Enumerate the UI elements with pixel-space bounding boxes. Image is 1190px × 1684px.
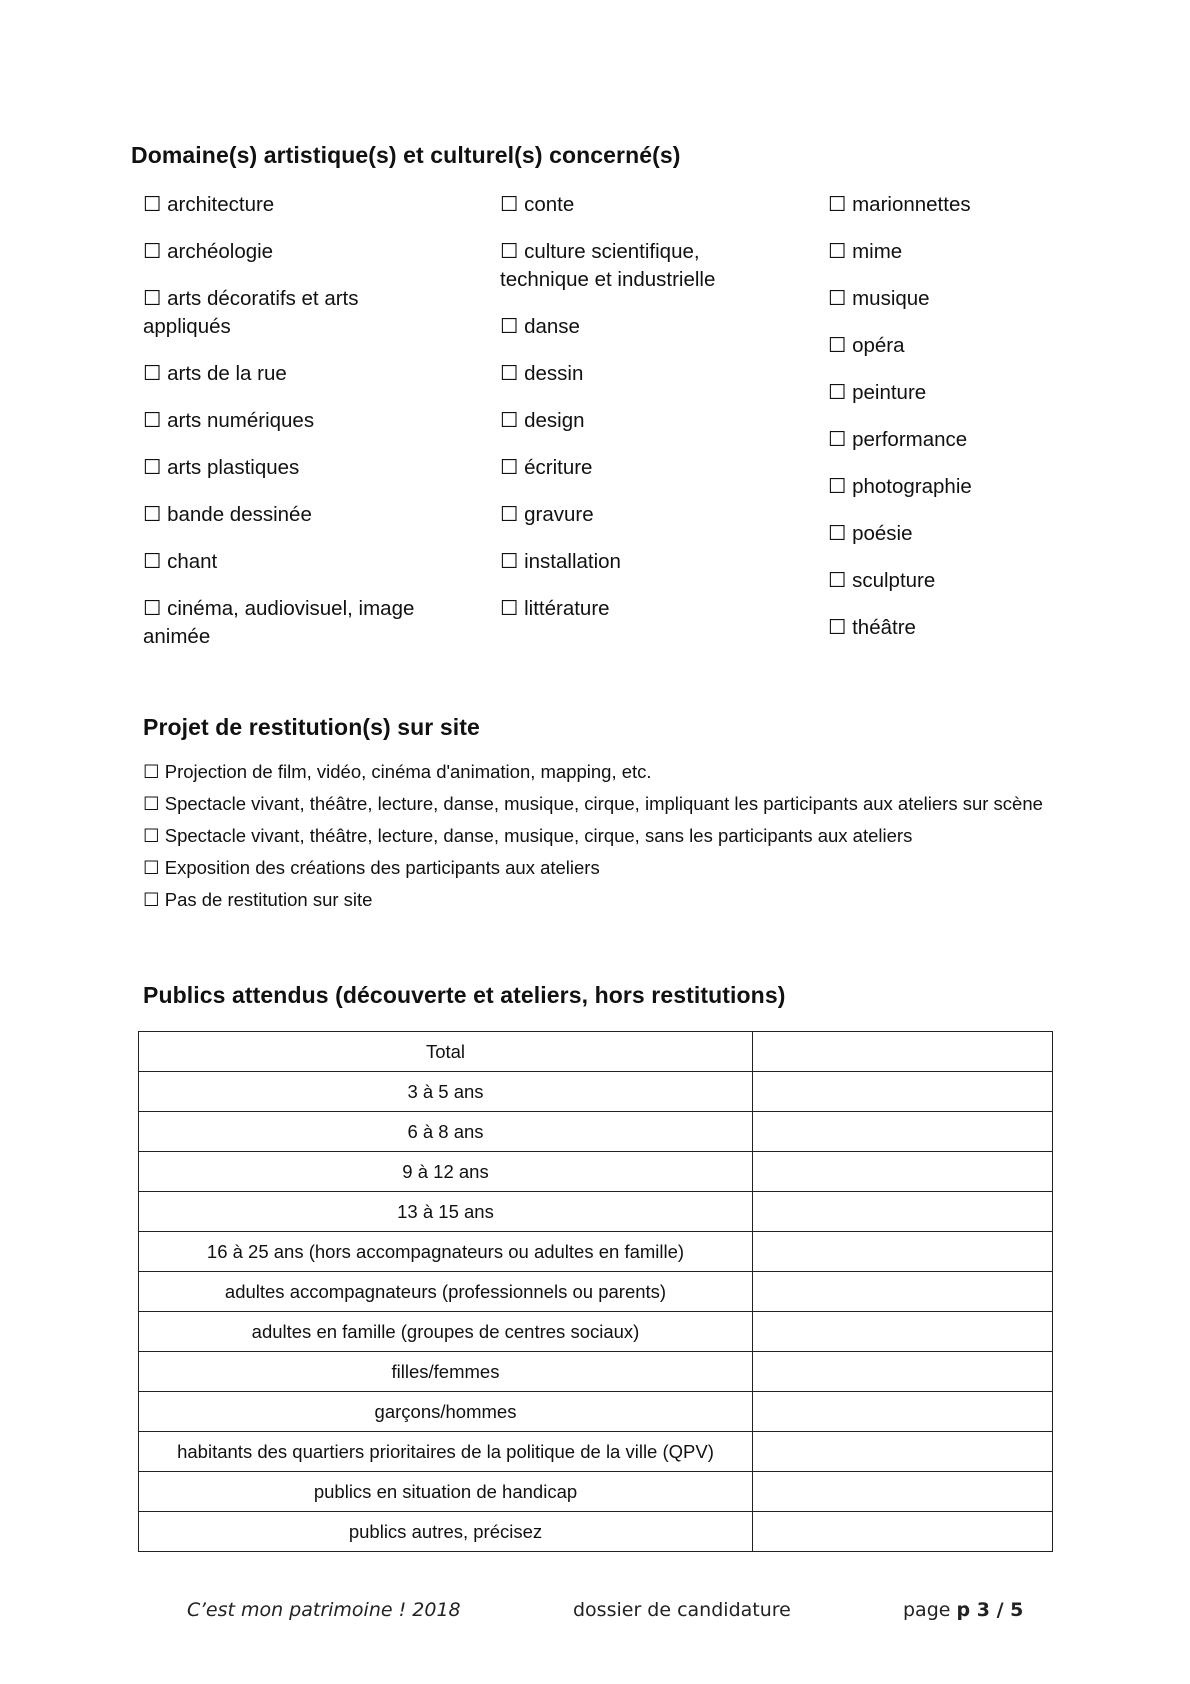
checkbox[interactable]: ☐ — [143, 362, 162, 385]
checkbox[interactable]: ☐ — [828, 334, 847, 357]
public-count-field[interactable] — [753, 1112, 1053, 1152]
domain-option[interactable] — [143, 360, 443, 388]
public-count-field[interactable] — [753, 1152, 1053, 1192]
domain-option-label: arts décoratifs et arts appliqués — [143, 287, 359, 338]
domain-option[interactable] — [500, 313, 780, 341]
domain-option-label: archéologie — [167, 240, 274, 263]
domain-option-label: chant — [167, 550, 218, 573]
checkbox[interactable]: ☐ — [500, 193, 519, 216]
domain-column-2 — [500, 191, 780, 642]
domain-option-label: sculpture — [852, 569, 936, 592]
table-row — [139, 1072, 1053, 1112]
domain-option-label: cinéma, audiovisuel, image animée — [143, 597, 415, 648]
public-category-label: 6 à 8 ans — [139, 1112, 753, 1152]
public-category-label: 16 à 25 ans (hors accompagnateurs ou adultes en famille) — [139, 1232, 753, 1272]
domain-option[interactable] — [500, 238, 780, 294]
domain-option[interactable] — [828, 379, 1128, 407]
public-category-label: Total — [139, 1032, 753, 1072]
public-category-label: publics en situation de handicap — [139, 1472, 753, 1512]
checkbox[interactable]: ☐ — [828, 287, 847, 310]
domain-option-label: opéra — [852, 334, 905, 357]
checkbox[interactable]: ☐ — [143, 761, 160, 782]
domain-option-label: musique — [852, 287, 930, 310]
restitution-option[interactable] — [143, 791, 1063, 816]
restitution-list — [143, 759, 1063, 919]
domain-option[interactable] — [828, 285, 1128, 313]
checkbox[interactable]: ☐ — [828, 522, 847, 545]
checkbox[interactable]: ☐ — [500, 597, 519, 620]
table-row — [139, 1472, 1053, 1512]
checkbox[interactable]: ☐ — [828, 569, 847, 592]
table-row — [139, 1392, 1053, 1432]
footer-page-value: p 3 / 5 — [956, 1599, 1024, 1621]
public-category-label: 13 à 15 ans — [139, 1192, 753, 1232]
domain-column-3 — [828, 191, 1128, 661]
section-title-restitution: Projet de restitution(s) sur site — [143, 714, 480, 740]
domain-option-label: dessin — [524, 362, 584, 385]
domain-option-label: théâtre — [852, 616, 916, 639]
domain-option-label: architecture — [167, 193, 275, 216]
domain-option[interactable] — [143, 238, 443, 266]
domain-column-1 — [143, 191, 443, 670]
domain-option[interactable] — [500, 454, 780, 482]
domain-option[interactable] — [500, 548, 780, 576]
table-row — [139, 1432, 1053, 1472]
domain-option-label: photographie — [852, 475, 972, 498]
domain-option-label: marionnettes — [852, 193, 971, 216]
public-category-label: adultes en famille (groupes de centres sociaux) — [139, 1312, 753, 1352]
checkbox[interactable]: ☐ — [500, 240, 519, 263]
public-count-field[interactable] — [753, 1392, 1053, 1432]
checkbox[interactable]: ☐ — [143, 240, 162, 263]
public-count-field[interactable] — [753, 1472, 1053, 1512]
domain-option-label: mime — [852, 240, 903, 263]
checkbox[interactable]: ☐ — [143, 409, 162, 432]
checkbox[interactable]: ☐ — [143, 825, 160, 846]
restitution-option[interactable] — [143, 887, 1063, 912]
checkbox[interactable]: ☐ — [828, 193, 847, 216]
domain-option[interactable] — [828, 520, 1128, 548]
footer-page-prefix: page — [903, 1599, 951, 1621]
footer-document-type: dossier de candidature — [573, 1599, 791, 1621]
domain-option-label: littérature — [524, 597, 610, 620]
checkbox[interactable]: ☐ — [828, 381, 847, 404]
checkbox[interactable]: ☐ — [143, 889, 160, 910]
domain-option-label: culture scientifique, technique et industrielle — [500, 240, 716, 291]
restitution-option-label: Spectacle vivant, théâtre, lecture, danse, musique, cirque, impliquant les participants aux ateliers sur scène — [164, 793, 1043, 814]
domain-option[interactable] — [828, 426, 1128, 454]
public-count-field[interactable] — [753, 1352, 1053, 1392]
domain-option-label: écriture — [524, 456, 593, 479]
domain-option[interactable] — [500, 407, 780, 435]
public-count-field[interactable] — [753, 1512, 1053, 1552]
checkbox[interactable]: ☐ — [500, 550, 519, 573]
checkbox[interactable]: ☐ — [500, 456, 519, 479]
checkbox[interactable]: ☐ — [143, 597, 162, 620]
domain-option-label: bande dessinée — [167, 503, 312, 526]
checkbox[interactable]: ☐ — [143, 193, 162, 216]
domain-option[interactable] — [500, 501, 780, 529]
section-title-domaines: Domaine(s) artistique(s) et culturel(s) concerné(s) — [131, 142, 681, 168]
public-category-label: 3 à 5 ans — [139, 1072, 753, 1112]
restitution-option-label: Projection de film, vidéo, cinéma d'animation, mapping, etc. — [164, 761, 652, 782]
restitution-option[interactable] — [143, 759, 1063, 784]
public-category-label: 9 à 12 ans — [139, 1152, 753, 1192]
domain-option-label: peinture — [852, 381, 927, 404]
checkbox[interactable]: ☐ — [828, 616, 847, 639]
restitution-option-label: Pas de restitution sur site — [164, 889, 373, 910]
domain-option-label: performance — [852, 428, 968, 451]
checkbox[interactable]: ☐ — [828, 475, 847, 498]
checkbox[interactable]: ☐ — [143, 793, 160, 814]
table-row — [139, 1272, 1053, 1312]
domain-option[interactable] — [828, 332, 1128, 360]
public-category-label: habitants des quartiers prioritaires de la politique de la ville (QPV) — [139, 1432, 753, 1472]
checkbox[interactable]: ☐ — [828, 240, 847, 263]
table-row — [139, 1152, 1053, 1192]
domain-option[interactable] — [143, 501, 443, 529]
domain-option[interactable] — [143, 191, 443, 219]
domain-option[interactable] — [828, 191, 1128, 219]
checkbox[interactable]: ☐ — [828, 428, 847, 451]
public-count-field[interactable] — [753, 1072, 1053, 1112]
domain-option-label: poésie — [852, 522, 913, 545]
public-category-label: publics autres, précisez — [139, 1512, 753, 1552]
checkbox[interactable]: ☐ — [143, 550, 162, 573]
public-count-field[interactable] — [753, 1192, 1053, 1232]
table-row — [139, 1032, 1053, 1072]
checkbox[interactable]: ☐ — [143, 857, 160, 878]
checkbox[interactable]: ☐ — [143, 456, 162, 479]
section-title-publics: Publics attendus (découverte et ateliers, hors restitutions) — [143, 982, 786, 1008]
domain-option[interactable] — [143, 595, 443, 651]
table-row — [139, 1232, 1053, 1272]
table-row — [139, 1112, 1053, 1152]
domain-option-label: danse — [524, 315, 580, 338]
checkbox[interactable]: ☐ — [500, 503, 519, 526]
public-count-field[interactable] — [753, 1432, 1053, 1472]
restitution-option-label: Spectacle vivant, théâtre, lecture, danse, musique, cirque, sans les participants aux ateliers — [164, 825, 913, 846]
checkbox[interactable]: ☐ — [500, 409, 519, 432]
domain-option[interactable] — [143, 454, 443, 482]
domain-option-label: installation — [524, 550, 621, 573]
domain-option[interactable] — [143, 548, 443, 576]
public-category-label: adultes accompagnateurs (professionnels ou parents) — [139, 1272, 753, 1312]
public-category-label: garçons/hommes — [139, 1392, 753, 1432]
publics-table — [138, 1031, 1053, 1552]
domain-option-label: conte — [524, 193, 575, 216]
domain-option[interactable] — [143, 407, 443, 435]
domain-option-label: gravure — [524, 503, 594, 526]
domain-option[interactable] — [828, 614, 1128, 642]
restitution-option[interactable] — [143, 855, 1063, 880]
checkbox[interactable]: ☐ — [143, 503, 162, 526]
domain-option[interactable] — [500, 595, 780, 623]
table-row — [139, 1352, 1053, 1392]
restitution-option[interactable] — [143, 823, 1063, 848]
public-count-field[interactable] — [753, 1032, 1053, 1072]
footer-page-number — [903, 1599, 1023, 1621]
table-row — [139, 1512, 1053, 1552]
domain-option[interactable] — [500, 191, 780, 219]
domain-option[interactable] — [143, 285, 443, 341]
domain-option[interactable] — [828, 473, 1128, 501]
domain-option-label: arts plastiques — [167, 456, 300, 479]
domain-option[interactable] — [828, 567, 1128, 595]
domain-option-label: arts numériques — [167, 409, 315, 432]
public-category-label: filles/femmes — [139, 1352, 753, 1392]
domain-option-label: arts de la rue — [167, 362, 287, 385]
table-row — [139, 1192, 1053, 1232]
domain-option[interactable] — [828, 238, 1128, 266]
checkbox[interactable]: ☐ — [500, 362, 519, 385]
public-count-field[interactable] — [753, 1272, 1053, 1312]
checkbox[interactable]: ☐ — [143, 287, 162, 310]
table-row — [139, 1312, 1053, 1352]
checkbox[interactable]: ☐ — [500, 315, 519, 338]
public-count-field[interactable] — [753, 1232, 1053, 1272]
restitution-option-label: Exposition des créations des participants aux ateliers — [164, 857, 600, 878]
domain-option-label: design — [524, 409, 585, 432]
footer-program-name: C’est mon patrimoine ! 2018 — [187, 1599, 461, 1621]
domain-option[interactable] — [500, 360, 780, 388]
public-count-field[interactable] — [753, 1312, 1053, 1352]
